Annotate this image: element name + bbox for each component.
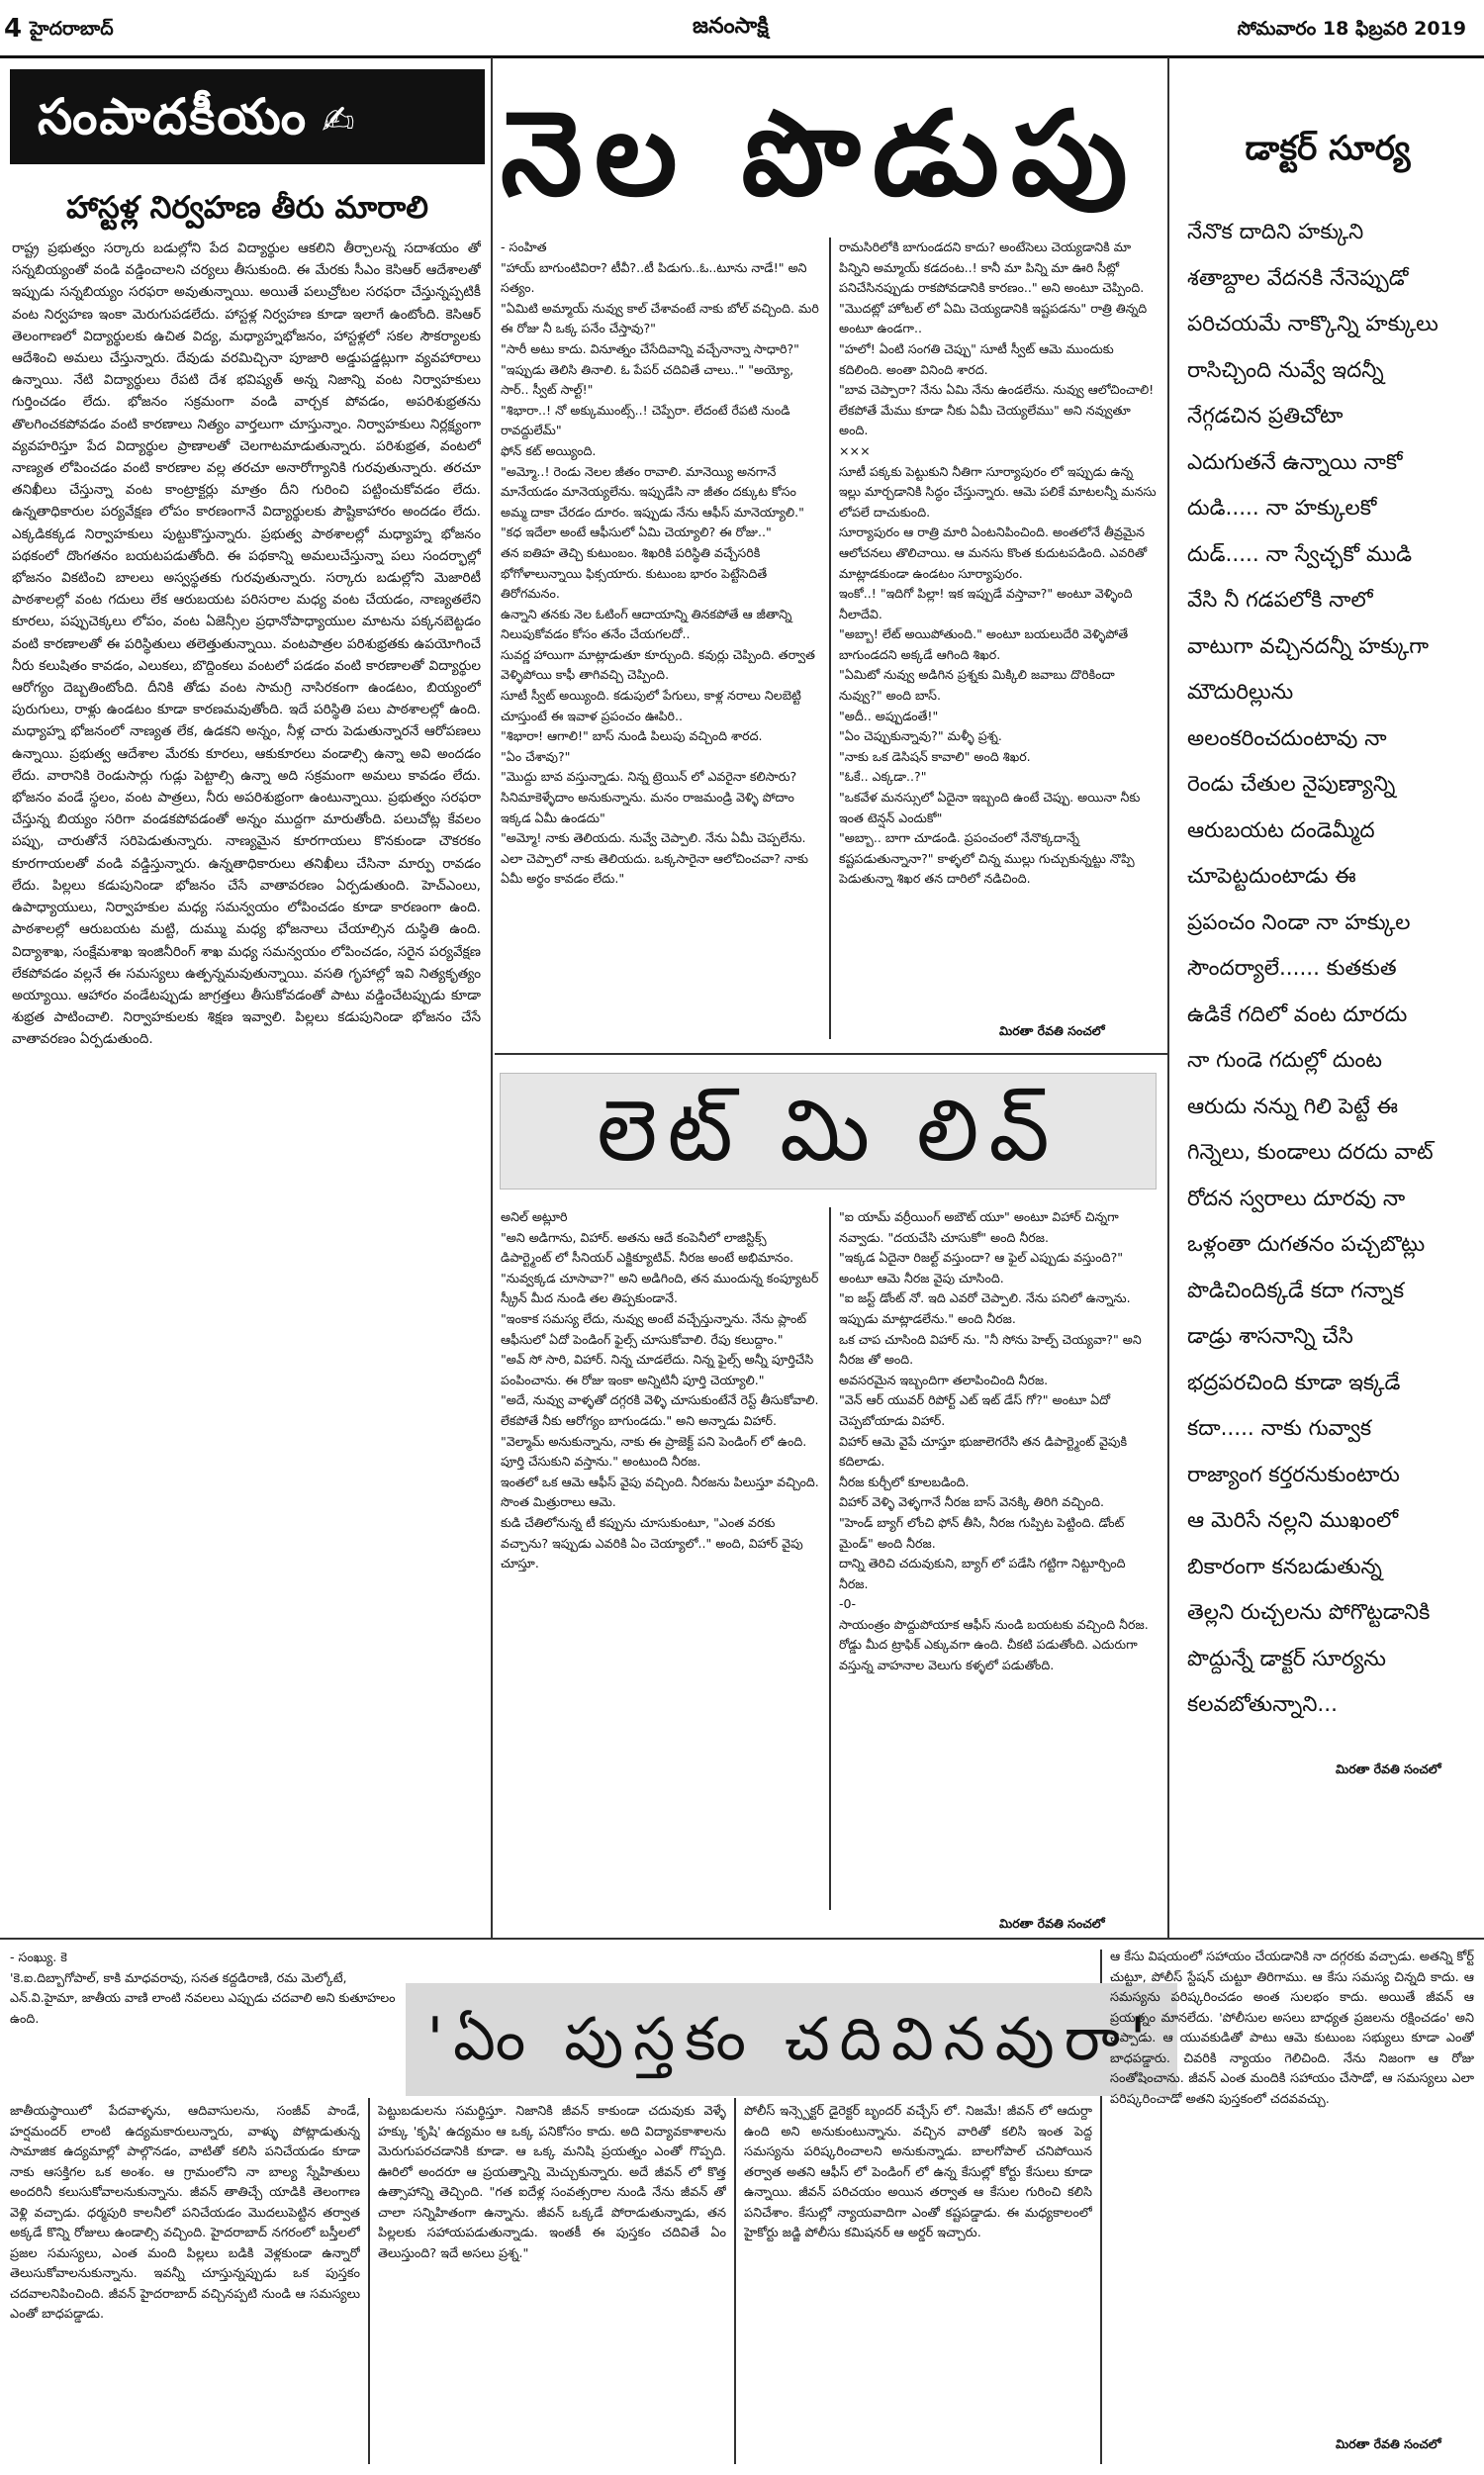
poem-line: భద్రపరచింది కూడా ఇక్కడే <box>1187 1370 1401 1395</box>
story-paragraph: "అమ్మో! నాకు తెలియదు. నువ్వే చెప్పాలి. నేను ఏమీ చెప్పలేను. ఎలా చెప్పాలో నాకు తెలియదు. ఒక్కసారైనా ఆలోచించవా? నాకు ఏమీ అర్థం కావడం లేదు." <box>501 830 808 887</box>
poem-line: నేనొక దాదిని హక్కుని <box>1187 220 1364 244</box>
story-paragraph: "నాకు ఒక డెసిషన్ కావాలి" అంది శిఖర. <box>839 748 1031 764</box>
column-divider <box>829 238 831 1039</box>
story2-paragraph: "వెన్ ఆర్ యువర్ రిపోర్ట్ ఎట్ ఇట్ డేస్ గో?" అంటూ ఏదో చెప్పబోయాడు విహార్. <box>839 1392 1111 1428</box>
poem-title: డాక్టర్ సూర్య <box>1245 129 1411 168</box>
poem-line: బికారంగా కనబడుతున్న <box>1187 1554 1382 1579</box>
story-column-1 <box>501 238 819 1039</box>
poem-line: ఆరుదు నన్ను గిలి పెట్టే ఈ <box>1187 1094 1398 1119</box>
story2-byline: మిరతా రేవతి సంచలో <box>999 1916 1105 1931</box>
story2-paragraph: అవసరమైన ఇబ్బందిగా తలాపించింది నీరజ. <box>839 1372 1049 1387</box>
story2-paragraph: "అదే, నువ్వు వాళ్ళతో దగ్గరకి వెళ్ళి చూసుకుంటేనే రెస్ట్ తీసుకోవాలి. లేకపోతే నీకు ఆరోగ్యం బాగుండదు." అని అన్నాడు విహార్. <box>501 1392 819 1428</box>
newspaper-name: జనంసాక్షి <box>693 14 769 39</box>
story-paragraph: "ఒకవేళ మనస్సులో ఏదైనా ఇబ్బంది ఉంటే చెప్పు. అయినా నీకు ఇంత టెన్షన్ ఎందుకో" <box>839 790 1141 825</box>
book-column-2: పెట్టుబడులను సమర్థిస్తూ. నిజానికి జీవన్ కాకుండా చదువుకు వెళ్ళే హక్కు 'కృషి' ఉద్యమం ఆ ఒక్క పనికోసం కాదు. అది విద్యావకాశాలను మెరుగుపరచడానికి కూడా. ఆ ఒక్క మనిషి ప్రయత్నం ఎంతో గొప్పది. ఊరిలో అందరూ ఆ ప్రయత్నాన్ని మెచ్చుకున్నారు. అదే జీవన్ లో కొత్త ఉత్సాహాన్ని తెచ్చింది. "గత ఐదేళ్ల సంవత్సరాల నుండి నేను జీవన్ తో చాలా సన్నిహితంగా ఉన్నాను. జీవన్ ఒక్కడే పోరాడుతున్నాడు, తన పిల్లలకు సహాయపడుతున్నాడు. ఇంతకీ ఈ పుస్తకం చదివితే ఏం తెలుస్తుంది? ఇదే అసలు ప్రశ్న." <box>378 2104 726 2261</box>
poem-line: మౌదురిల్లును <box>1187 680 1294 705</box>
pen-icon: ✍ <box>322 98 357 143</box>
book-column-1: జాతీయస్థాయిలో పేదవాళ్ళను, ఆదివాసులను, సంజీవ్ పాండే, హర్షమందర్ లాంటి ఉద్యమకారులున్నారు, వాళ్ళు పోట్లాడుతున్న సామాజిక ఉద్యమాల్లో పాల్గొనడం, వాటితో కలిసి పనిచేయడం కూడా నాకు ఆసక్తిగల ఒక అంశం. ఆ గ్రామంలోని నా బాల్య స్నేహితులు అందరినీ కలుసుకోవాలనుకున్నాను. జీవన్ తాతిచ్చే యాడికి తెలంగాణ వెళ్లి వచ్చాడు. ధర్మపురి కాలనీలో పనిచేయడం మొదలుపెట్టిన తర్వాత అక్కడే కొన్ని రోజులు ఉండాల్సి వచ్చింది. హైదరాబాద్ నగరంలో బస్తీలలో ప్రజల సమస్యలు, ఎంత మంది పిల్లలు బడికి వెళ్లకుండా ఉన్నారో తెలుసుకోవాలనుకున్నాను. ఇవన్నీ చూస్తున్నప్పుడు ఒక పుస్తకం చదవాలనిపించింది. జీవన్ హైదరాబాద్ వచ్చినప్పటి నుండి ఆ సమస్యలు ఎంతో బాధపడ్డాడు. <box>10 2104 360 2322</box>
book-column-4: ఆ కేసు విషయంలో సహాయం చేయడానికి నా దగ్గరకు వచ్చాడు. అతన్ని కోర్ట్ చుట్టూ, పోలీస్ స్టేషన్ చుట్టూ తిరిగాము. ఆ కేసు సమస్య చిన్నది కాదు. ఆ సమస్యను పరిష్కరించడం అంత సులభం కాదు. అయితే జీవన్ ఆ ప్రయత్నం మానలేదు. 'పోలీసుల అసలు బాధ్యత ప్రజలను రక్షించడం' అని చెప్పాడు. ఆ యువకుడితో పాటు ఆమె కుటుంబ సభ్యులు కూడా ఎంతో బాధపడ్డారు. చివరికి న్యాయం గెలిచింది. నేను నిజంగా ఆ రోజు సంతోషించాను. జీవన్ ఎంత మందికి సహాయం చేసాడో, ఆ సమస్యలు ఎలా పరిష్కరించాడో అతని పుస్తకంలో చదవవచ్చు. <box>1110 1950 1474 2107</box>
poem-line: పరిచయమే నాక్కొన్ని హక్కులు <box>1187 312 1438 336</box>
story2-paragraph: "ఐ యామ్ వర్రీయింగ్ అబౌట్ యూ" అంటూ విహార్ చిన్నగా నవ్వాడు. "దయచేసి చూసుకో" అంది నీరజ. <box>839 1209 1119 1245</box>
section-divider <box>0 1938 1484 1940</box>
poem-line: ప్రపంచం నిండా నా హక్కుల <box>1187 909 1411 935</box>
story-paragraph: "శిభారా..! నో అక్కుముంట్స్..! చెప్పేరా. లేదంటే రేపటి నుండి రావద్దులేమ్" <box>501 402 790 438</box>
story-paragraph: సూర్యాపురం ఆ రాత్రి మారి ఏంటనిపించింది. అంతలోనే తీవ్రమైన ఆలోచనలు తొలిచాయి. ఆ మనసు కొంత కుదుటపడింది. ఎవరితో మాట్లాడకుండా ఉండటం సూర్యాపురం. <box>839 524 1148 581</box>
story-paragraph: "బావ చెప్పారా? నేను ఏమి నేను ఉండలేను. నువ్వు ఆలోచించాలి! లేకపోతే మేము కూడా నీకు ఏమీ చెయ్యలేము" అని నవ్వుతూ అంది. <box>839 382 1155 438</box>
story2-column-2 <box>839 1207 1158 1890</box>
poem-line: సౌందర్యాలే...... కుతకుత <box>1187 956 1397 981</box>
poem-line: అలంకరించదుంటావు నా <box>1187 725 1387 751</box>
story-paragraph: ××× <box>839 442 871 458</box>
story-paragraph: సూటీ స్వీట్ అయ్యింది. కడుపులో పేగులు, కాళ్ల నరాలు నిలబెట్టి చూస్తుంటే ఈ ఇవాళ ప్రపంచం ఊపిరి.. <box>501 688 801 723</box>
story-column-2 <box>839 238 1158 1019</box>
story2-paragraph: విహార్ ఆమె వైపే చూస్తూ భుజాలెగరేసి తన డిపార్ట్మెంట్ వైపుకి కదిలాడు. <box>839 1433 1128 1470</box>
story2-paragraph: "ఇక్కడ ఏదైనా రిజల్ట్ వస్తుందా? ఆ ఫైల్ ఎప్పుడు వస్తుంది?" అంటూ ఆమె నీరజ వైపు చూసింది. <box>839 1250 1124 1285</box>
column-divider <box>368 2098 370 2464</box>
column-divider <box>829 1207 831 1910</box>
story2-paragraph: "నువ్వక్కడ చూసావా?" అని అడిగింది, తన ముందున్న కంప్యూటర్ స్క్రీన్ మీద నుండి తల తిప్పకుండానే. <box>501 1270 819 1306</box>
story2-paragraph: "ఐ జస్ట్ డోంట్ నో. ఇది ఎవరో చెప్పాలి. నేను పనిలో ఉన్నాను. ఇప్పుడు మాట్లాడలేను." అంది నీరజ. <box>839 1290 1131 1326</box>
story2-paragraph: ఇంతలో ఒక ఆమె ఆఫీస్ వైపు వచ్చింది. నీరజను పిలుస్తూ వచ్చింది. సొంత మిత్రురాలు ఆమె. <box>501 1474 819 1510</box>
story-paragraph: సువర్ణ హాయిగా మాట్లాడుతూ కూర్చుంది. కవుర్లు చెప్పింది. తర్వాత వెళ్ళిపోయి కాఫీ తాగివచ్చి చెప్పింది. <box>501 646 815 683</box>
book-column-3: పోలీస్ ఇన్స్పెక్టర్ డైరెక్టర్ బృందర్ వచ్చేస్ లో. నిజమే! జీవన్ లో ఆదుర్దా ఉంది అని అనుకుంటున్నాను. వచ్చిన వారితో కలిసి ఇంత పెద్ద సమస్యను పరిష్కరించాలని అనుకున్నాడు. బాలగోపాల్ చనిపోయిన తర్వాత అతని ఆఫీస్ లో పెండింగ్ లో ఉన్న కేసుల్లో కోర్టు కేసులు కూడా ఉన్నాయి. జీవన్ పరిచయం అయిన తర్వాత ఆ కేసుల గురించి కలిసి పనిచేశాం. కేసుల్లో న్యాయవాదిగా ఎంతో కష్టపడ్డాడు. ఈ మధ్యకాలంలో హైకోర్టు జడ్జి పోలీసు కమిషనర్ ఆ అర్డర్ ఇచ్చారు. <box>744 2104 1092 2240</box>
story2-paragraph: "హెండ్ బ్యాగ్ లోంచి ఫోన్ తీసి, నీరజ గుప్పిట పెట్టింది. డోంట్ మైండ్" అంది నీరజ. <box>839 1514 1125 1551</box>
poem-line: కదా..... నాకు గువ్వాక <box>1187 1416 1372 1441</box>
poem-line: నా గుండె గదుల్లో దుంట <box>1187 1048 1383 1073</box>
page-number: 4 <box>4 14 23 44</box>
column-divider <box>491 57 493 1938</box>
poem-line: రాజ్యాంగ కర్తరనుకుంటారు <box>1187 1462 1400 1487</box>
poem-line: ఎదుగుతనే ఉన్నాయి నాకో <box>1187 449 1403 475</box>
story2-paragraph: "వెల్మామ్ అనుకున్నాను, నాకు ఈ ప్రాజెక్ట్ పని పెండింగ్ లో ఉంది. పూర్తి చేసుకుని వస్తాను." అంటుంది నీరజ. <box>501 1433 807 1470</box>
story-paragraph: "అదీ.. అప్పుడంతే!" <box>839 708 939 723</box>
story2-paragraph: "అవ్ సో సారి, విహార్. నిన్న చూడలేదు. నిన్న ఫైల్స్ అన్నీ పూర్తిచేసి పంపించాను. ఈ రోజు ఇంకా అన్నిటినీ పూర్తి చెయ్యాలి." <box>501 1352 814 1387</box>
page-header <box>0 0 1484 58</box>
story2-paragraph: నీరజ కుర్చీలో కూలబడింది. <box>839 1474 970 1489</box>
story-paragraph: "సారీ అటు కాదు. వినూత్నం చేసేదివాన్ని వచ్చేనాన్నా సాధారి?" <box>501 340 799 356</box>
poem-line: గిన్నెలు, కుండాలు దరదు వాట్ <box>1187 1140 1434 1165</box>
story2-column-1 <box>501 1207 819 1910</box>
story2-paragraph: అనిల్ అట్లూరి <box>501 1209 568 1224</box>
story-paragraph: "హాయ్ బాగుంటివిరా? టీవీ?..టీ పిడుగు..ఓ..టూను నాడే!" అని సత్యం. <box>501 259 807 296</box>
story-paragraph: "ఇప్పుడు తెలిసి తినాలి. ఓ పేపర్ చదివితే చాలు.." "అయ్యో, సార్.. స్వీట్ సాల్ట్!" <box>501 361 794 398</box>
editorial-body: రాష్ట్ర ప్రభుత్వం సర్కారు బడుల్లోని పేద విద్యార్థుల ఆకలిని తీర్చాలన్న సదాశయం తో సన్నబియ్యంతో వండి వడ్డించాలని చర్యలు తీసుకుంది. ఈ మేరకు సీఎం కెసిఆర్ ఆదేశాలతో ఇప్పుడు సన్నబియ్యం సరఫరా అవుతున్నాయి. అయితే పలుచ్రోటల సరఫరా చేస్తున్నప్పటికీ వంట నిర్వహణ ఇంకా మెరుగుపడలేదు. హాస్టళ్ల నిర్వహణ కూడా ఇలాగే ఉంటోంది. కెసిఆర్ తెలంగాణలో విద్యార్థులకు ఉచిత విద్య, మధ్యాహ్నభోజనం, హాస్టళ్లలో సకల సౌకర్యాలకు ఆదేశించి అమలు చేస్తున్నారు. దేవుడు వరమిచ్చినా పూజారి అడ్డుపడ్డట్లుగా వ్యవహారాలు ఉన్నాయి. నేటి విద్యార్థులు రేపటి దేశ భవిష్యత్ అన్న నిజాన్ని వంట నిర్వాహకులు గుర్తించడం లేదు. భోజనం సక్రమంగా వండి వార్చక పోవడం, అపరిశుభ్రతను తొలగించకపోవడం వంటి కారణాలు నిత్యం వార్తలుగా చూస్తున్నాం. నిర్వాహకులు నిర్లక్ష్యంగా వ్యవహరిస్తూ పేద విద్యార్థుల ప్రాణాలతో చెలగాటమాడుతున్నారు. పరిశుభ్రత, వంటలో నాణ్యత లోపించడం వంటి కారణాల వల్ల తరచూ అనారోగ్యానికి గురవుతున్నారు. తరచూ తనిఖీలు చేస్తున్నా వంట కాంట్రాక్టర్లు మాత్రం దీని గురించి పట్టించుకోవడం లేదు. ఉన్నతాధికారుల పర్యవేక్షణ లోపం కారణంగానే విద్యార్థులకు పౌష్టికాహారం అందడం లేదు. ఎక్కడికక్కడ నిర్వాహకులు పుట్టుకొస్తున్నారు. ప్రభుత్వ పాఠశాలల్లో మధ్యాహ్న భోజనం పథకంలో దొంగతనం బయటపడుతోంది. ఈ పథకాన్ని అమలుచేస్తున్నా పలు సందర్భాల్లో భోజనం వికటించి బాలలు అస్వస్థతకు గురవుతున్నారు. సర్కారు బడుల్లోని మెజారిటీ పాఠశాలల్లో వంట గదులు లేక ఆరుబయట పరిసరాల మధ్య వంట చేయడం, నాణ్యతలేని కూరలు, పప్పుచెక్కలు లోపం, వంట ఏజెన్సీల ప్రధానోపాధ్యాయుల మాటను పక్కనబెట్టడం వంటి కారణాలతో ఈ పరిస్థితులు తలెత్తుతున్నాయి. వంటపాత్రల పరిశుభ్రతకు ఉపయోగించే నీరు కలుషితం కావడం, ఎలుకలు, బొద్దింకలు వంటలో పడడం వంటి కారణాలతో విద్యార్థుల ఆరోగ్యం దెబ్బతింటోంది. దీనికి తోడు వంట సామగ్రి నాసిరకంగా ఉండటం, బియ్యంలో పురుగులు, రాళ్లు ఉండటం కూడా కారణమవుతోంది. ఇదే పరిస్థితి పలు పాఠశాలల్లో ఉంది. మధ్యాహ్న భోజనంలో నాణ్యత లేక, ఉడకని అన్నం, నీళ్ల చారు పెడుతున్నారనే ఆరోపణలు ఉన్నాయి. ప్రభుత్వ ఆదేశాల మేరకు కూరలు, ఆకుకూరలు వండాల్సి ఉన్నా అవి అందడం లేదు. వారానికి రెండుసార్లు గుడ్లు పెట్టాల్సి ఉన్నా అది సక్రమంగా అమలు కావడం లేదు. భోజనం వండే స్థలం, వంట పాత్రలు, నీరు అపరిశుభ్రంగా ఉంటున్నాయి. ప్రభుత్వం సరఫరా చేస్తున్న బియ్యం సరిగా వండకపోవడంతో అన్నం ముద్దగా మారుతోంది. పలుచోట్ల కేవలం పప్పు, చారుతోనే సరిపెడుతున్నారు. నాణ్యమైన కూరగాయలు కొనకుండా చౌకరకం కూరగాయలతో వండి వడ్డిస్తున్నారు. ఉన్నతాధికారులు తనిఖీలు చేసినా మార్పు రావడం లేదు. పిల్లలు కడుపునిండా భోజనం చేసే వాతావరణం ఏర్పడుతుంది. హెచ్ఎంలు, ఉపాధ్యాయులు, నిర్వాహకుల మధ్య సమన్వయం లోపించడం కూడా కారణంగా ఉంది. పాఠశాలల్లో ఆరుబయట మట్టి, దుమ్ము మధ్య భోజనాలు చేయాల్సిన దుస్థితి ఉంది. విద్యాశాఖ, సంక్షేమశాఖ ఇంజినీరింగ్ శాఖ మధ్య సమన్వయం లోపించడం, సరైన పర్యవేక్షణ లేకపోవడం వల్లనే ఈ సమస్యలు ఉత్పన్నమవుతున్నాయి. వసతి గృహాల్లో ఇవి నిత్యకృత్యం అయ్యాయి. ఆహారం వండేటప్పుడు జాగ్రత్తలు తీసుకోవడంతో పాటు వడ్డించేటప్పుడు కూడా శుభ్రత పాటించాలి. నిర్వాహకులకు శిక్షణ ఇవ్వాలి. పిల్లలు కడుపునిండా భోజనం చేసే వాతావరణం ఏర్పడుతుంది. <box>12 240 481 1048</box>
story2-paragraph: "ఇంకాక సమస్య లేదు, నువ్వు అంటే వచ్చేస్తున్నాను. నేను ప్లాంట్ ఆఫీసులో ఏదో పెండింగ్ ఫైల్స్ చూసుకోవాలి. రేపు కలుద్దాం." <box>501 1310 807 1347</box>
issue-date: సోమవారం 18 ఫిబ్రవరి 2019 <box>1237 18 1466 40</box>
story2-paragraph: విహార్ వెళ్ళి వెళ్ళగానే నీరజ బాస్ వెనక్కి తిరిగి వచ్చింది. <box>839 1494 1104 1510</box>
poem-line: నేగ్గడచిన ప్రతిచోటా <box>1187 404 1344 428</box>
story-paragraph: "ఓకే.. ఎక్కడా..?" <box>839 769 927 785</box>
poem-byline: మిరతా రేవతి సంచలో <box>1336 1761 1441 1776</box>
story2-paragraph: సాయంత్రం పొద్దుపోయాక ఆఫీస్ నుండి బయటకు వచ్చింది నీరజ. రోడ్డు మీద ట్రాఫిక్ ఎక్కువగా ఉంది. చీకటి పడుతోంది. ఎదురుగా వస్తున్న వాహనాల వెలుగు కళ్ళలో పడుతోంది. <box>839 1616 1149 1673</box>
poem-line: వేసి నీ గడపలోకి నాలో <box>1187 588 1373 613</box>
poem-line: శతాబ్దాల వేదనకి నేనెప్పుడో <box>1187 265 1409 291</box>
editorial-logo <box>10 69 485 164</box>
story-paragraph: ఫోన్ కట్ అయ్యింది. <box>501 442 597 458</box>
book-byline: మిరతా రేవతి సంచలో <box>1336 2436 1441 2451</box>
story-paragraph: "శిభారా! ఆగాలి!" బాస్ నుండి పిలుపు వచ్చింది శారద. <box>501 728 763 744</box>
story-paragraph: "కధ ఇదేలా అంటే ఆఫీసులో ఏమి చెయ్యాలి? ఈ రోజు.." <box>501 524 772 540</box>
story2-title: లెట్ మి లివ్ <box>500 1073 1157 1190</box>
section-divider <box>495 1053 1167 1055</box>
poem-line: చూపెట్టదుంటాడు ఈ <box>1187 864 1356 889</box>
poem-line: ఆ మెరిసే నల్లని ముఖంలో <box>1187 1508 1399 1533</box>
poem-line: ఉడికే గదిలో వంట దూరదు <box>1187 1001 1408 1027</box>
poem-line: డాడ్రు శాసనాన్ని చేసి <box>1187 1324 1353 1349</box>
poem-line: వాటుగా వచ్చినదన్నీ హక్కుగా <box>1187 633 1429 659</box>
editorial-title: హాస్టళ్ల నిర్వహణ తీరు మారాలి <box>66 190 428 226</box>
poem-line: రాసిచ్చింది నువ్వే ఇదన్నీ <box>1187 357 1384 383</box>
poem-line: రోదన స్వరాలు దూరవు నా <box>1187 1186 1406 1211</box>
story2-paragraph: దాన్ని తెరిచి చదువుకుని, బ్యాగ్ లో పడేసి గట్టిగా నిట్టూర్చింది నీరజ. <box>839 1556 1126 1591</box>
story-paragraph: ఉన్నాని తనకు నెల ఓటింగ్ ఆదాయాన్ని తినకపోతే ఆ జీతాన్ని నిలుపుకోవడం కోసం తనేం చేయగలదో.. <box>501 606 792 642</box>
story-paragraph: "మొదట్లో హోటల్ లో ఏమి చెయ్యడానికి ఇష్టపడను" రాత్రి తిన్నది అంటూ ఉండగా.. <box>839 300 1148 336</box>
column-divider <box>1167 57 1169 1938</box>
story-paragraph: "ఏం చేశావు?" <box>501 748 571 764</box>
story-paragraph: "ఏమిటో నువ్వు అడిగిన ప్రశ్నకు మిక్కిలి జవాబు దొరికిందా నువ్వు?" అంది బాస్. <box>839 667 1115 704</box>
city-label: హైదరాబాద్ <box>30 18 114 40</box>
poem-line: పొడిచిందిక్కడే కదా గన్నాక <box>1187 1278 1405 1303</box>
story-paragraph: సూటీ పక్కకు పెట్టుకుని నీతిగా సూర్యాపురం లో ఇప్పుడు ఉన్న ఇల్లు మార్చడానికి సిద్ధం చేస్తున్నారు. ఆమె పలికే మాటలన్నీ మనసు లోపలే దాచుకుంది. <box>839 463 1157 520</box>
story2-paragraph: ఒక చాప చూసింది విహార్ ను. "నీ సోను హెల్ప్ చెయ్యవా?" అని నీరజ తో అంది. <box>839 1331 1142 1368</box>
poem-line: దుడ్..... నా స్వేచ్ఛకో ముడి <box>1187 541 1413 567</box>
poem-line: తెల్లని రుచ్చలను పోగొట్టడానికి <box>1187 1600 1431 1625</box>
column-divider <box>734 2098 736 2464</box>
book-credits: - సంఖ్యు. కె 'కె.ఐ.దిబ్బాగోపాల్, కాకి మాధవరావు, సనత కద్దడిరాణి, రమ మెల్కోటే, ఎన్.వి.హైమా, జాతీయ వాణి లాంటి నవలలు ఎప్పుడు చదవాలి అని కుతూహలం ఉంది. <box>10 1950 396 2026</box>
poem-body <box>1187 210 1474 1729</box>
book-title: 'ఏం పుస్తకం చదివినవురా' <box>406 1983 1177 2096</box>
story-paragraph: "ఏం చెప్పుకున్నావు?" మళ్ళీ ప్రశ్న. <box>839 728 1002 744</box>
story-paragraph: "ఏమిటి అమ్మాయ్ నువ్వు కాల్ చేశావంటే నాకు బోల్ వచ్చింది. మరి ఈ రోజు నీ ఒక్క పనేం చేస్తావు?" <box>501 300 819 336</box>
story-paragraph: "అమ్మో..! రెండు నెలల జీతం రావాలి. మానెయ్యి అనగానే మానేయడం మానెయ్యలేను. ఇప్పుడేసి నా జీతం దక్కుట కోసం అమ్మ దాకా చేరడం దూరం. ఇప్పుడు నేను ఆఫీస్ మానెయ్యాలి." <box>501 463 804 520</box>
story-paragraph: రామసిరిలోకి బాగుండదని కాదు? అంటేసెలు చెయ్యడానికి మా పిన్నిని అమ్మాయ్ కడదంట..! కానీ మా పిన్ని మా ఊరి సీట్లో పనిచేసినప్పుడు రాకపోవడానికి కారణం.." అని అంటూ చెప్పింది. <box>839 239 1145 296</box>
poem-line: ఆరుబయట దండెమ్మీద <box>1187 817 1375 843</box>
story2-paragraph: కుడి చేతిలోనున్న టీ కప్పును చూసుకుంటూ, "ఎంత వరకు వచ్చాను? ఇప్పుడు ఎవరికి ఏం చెయ్యాలో.." అంది, విహార్ వైపు చూస్తూ. <box>501 1514 803 1571</box>
poem-line: ఒళ్లంతా దుగతనం పచ్చబొట్లు <box>1187 1232 1426 1257</box>
poem-line: కలవబోతున్నాని... <box>1187 1692 1338 1717</box>
story-paragraph: - సంహిత <box>501 239 547 254</box>
story-paragraph: తన ఐతిహ తెచ్చి కుటుంబం. శిఖరికి పరిస్థితి వచ్చేసరికి భోగోళాలున్నాయి ఫిక్సయారు. కుటుంబ భారం పెట్టేసెదితే తిరోగమనం. <box>501 544 768 602</box>
story-paragraph: "అబ్బా.. బాగా చూడండి. ప్రపంచంలో నేనొక్కదాన్నే కష్టపడుతున్నానా?" కాళ్ళలో చిన్న ముల్లు గుచ్చుకున్నట్టు నొప్పి పెడుతున్నా శిఖర తన దారిలో నడిచింది. <box>839 830 1135 887</box>
poem-line: రెండు చేతుల నైపుణ్యాన్ని <box>1187 772 1396 797</box>
story-paragraph: ఇంకో..! "ఇదిగో పిల్లా! ఇక ఇప్పుడే వస్తావా?" అంటూ వెళ్ళింది నీలాదేవి. <box>839 586 1133 621</box>
poem-line: పొద్దున్నే డాక్టర్ సూర్యను <box>1187 1646 1386 1671</box>
editorial-logo-text: సంపాదకీయం <box>38 88 309 145</box>
story2-paragraph: "అని అడిగాను, విహార్. అతను ఆదే కంపెనీలో లాజిస్టిక్స్ డిపార్ట్మెంట్ లో సీనియర్ ఎక్జిక్యూటివ్. నీరజ అంటే అభిమానం. <box>501 1229 794 1266</box>
story-byline: మిరతా రేవతి సంచలో <box>999 1023 1105 1038</box>
story-paragraph: "హలో! ఏంటి సంగతి చెప్పు" సూటీ స్వీట్ ఆమె ముందుకు కదిలింది. అంతా వినింది శారద. <box>839 340 1114 377</box>
story-paragraph: "అబ్బా! లేట్ అయిపోతుంది." అంటూ బయలుదేరి వెళ్ళిపోతే బాగుండదని అక్కడే ఆగింది శిఖర. <box>839 626 1129 662</box>
poem-line: దుడి..... నా హక్కులకో <box>1187 496 1377 521</box>
story-title: నెల పొడుపు <box>501 85 1140 222</box>
story-paragraph: "మొద్దు బావ వస్తున్నాడు. నిన్న ట్రెయిన్ లో ఎవరైనా కలిసారు? సినిమాకెళ్ళేదాం అనుకున్నాను. మనం రాజమండ్రి వెళ్ళి పోదాం ఇక్కడ ఏమీ ఉండదు" <box>501 769 797 825</box>
story2-paragraph: -0- <box>839 1596 857 1612</box>
